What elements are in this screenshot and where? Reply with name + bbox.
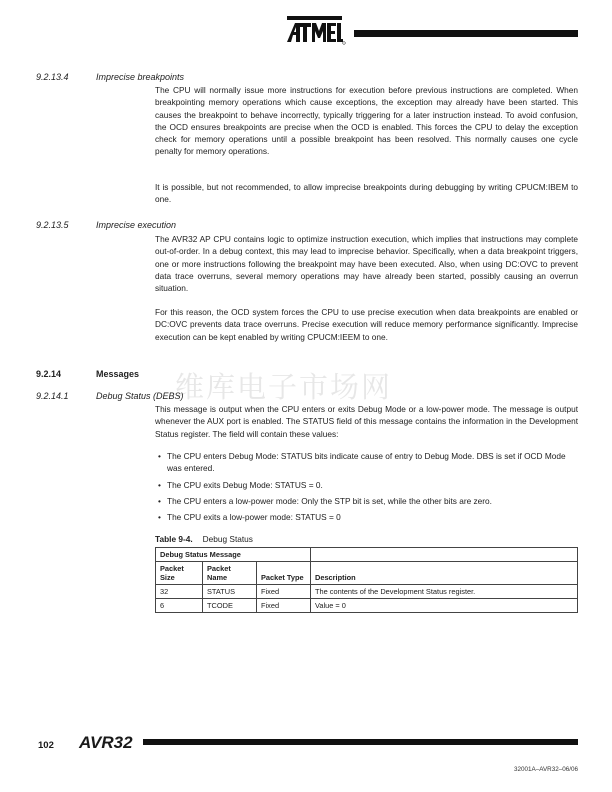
- list-item: • The CPU exits Debug Mode: STATUS = 0.: [155, 479, 580, 491]
- header-rule: [354, 30, 578, 37]
- table-cell: 6: [156, 599, 203, 613]
- table-group-header: Debug Status Message: [156, 548, 311, 562]
- table-empty-header: [311, 548, 578, 562]
- body-paragraph: It is possible, but not recommended, to allow imprecise breakpoints during debugging by writing CPUCM:IBEM to one.: [155, 182, 578, 205]
- body-paragraph: The AVR32 AP CPU contains logic to optimize instruction execution, which implies that instructions may complete out-of-order. In a debug context, this may lead to imprecise behavior. Specifically, when a data breakpoint triggers, one or more instructions following the breakpoint may have been executed. Also, when using DC:OVC to prevent data trace overruns, several memory operations may have already been started, possibly causing an overrun situation.: [155, 234, 578, 294]
- watermark: 维库电子市场网: [175, 370, 393, 404]
- table-cell: Fixed: [257, 599, 311, 613]
- section-title: Debug Status (DEBS): [96, 391, 184, 401]
- section-number: 9.2.14: [36, 369, 62, 379]
- column-header: Packet Name: [203, 562, 257, 585]
- list-item: • The CPU enters Debug Mode: STATUS bits indicate cause of entry to Debug Mode. DBS is set if OCD Mode was entered.: [155, 450, 580, 475]
- table-row: [156, 599, 578, 613]
- table-row: [156, 585, 578, 599]
- debug-status-table: [155, 547, 578, 613]
- section-title: Imprecise execution: [96, 220, 177, 230]
- section-title: Imprecise breakpoints: [96, 72, 185, 82]
- column-header: Packet Size: [156, 562, 203, 585]
- table-caption-title: Debug Status: [202, 534, 253, 544]
- table-caption-label: Table 9-4.: [155, 534, 193, 544]
- section-number: 9.2.14.1: [36, 391, 69, 401]
- table-cell: 32: [156, 585, 203, 599]
- section-number: 9.2.13.4: [36, 72, 69, 82]
- body-paragraph: For this reason, the OCD system forces the CPU to use precise execution when data breakpoints are enabled or DC:OVC prevents data trace overruns. Precise execution will reduce memory performance significantly. Imprecise execution can be kept enabled by writing CPUCM:IEEM to one.: [155, 307, 578, 342]
- table-cell: TCODE: [203, 599, 257, 613]
- table-cell: STATUS: [203, 585, 257, 599]
- status-bullet-list: [155, 450, 580, 527]
- document-reference: 32001A–AVR32–06/06: [514, 766, 578, 773]
- product-name: AVR32: [79, 733, 133, 752]
- column-header: Description: [311, 562, 578, 585]
- atmel-logo: [283, 16, 346, 46]
- section-number: 9.2.13.5: [36, 220, 69, 230]
- table-cell: Fixed: [257, 585, 311, 599]
- table-cell: Value = 0: [311, 599, 578, 613]
- table-cell: The contents of the Development Status register.: [311, 585, 578, 599]
- column-header: Packet Type: [257, 562, 311, 585]
- table-caption: [155, 534, 253, 544]
- list-item: • The CPU exits a low-power mode: STATUS = 0: [155, 511, 580, 523]
- section-title: Messages: [96, 369, 140, 379]
- page-number: 102: [38, 740, 54, 751]
- body-paragraph: The CPU will normally issue more instructions for execution before previous instructions are completed. When breakpointing memory operations which cause exceptions, the exception may already have been started. This causes the breakpoint to behave incorrectly, typically triggering for a later instruction instead. To avoid confusion, the OCD ensures breakpoints are precise when the OCD is enabled. This forces the CPU to delay the exception check for memory operations until a possible breakpoint has been resolved. This normally causes one cycle penalty for memory operations.: [155, 85, 578, 157]
- footer-rule: [143, 739, 578, 745]
- list-item: • The CPU enters a low-power mode: Only the STP bit is set, while the other bits are zero.: [155, 495, 580, 507]
- body-paragraph: This message is output when the CPU enters or exits Debug Mode or a low-power mode. The message is output whenever the AUX port is enabled. The STATUS field of this message contains the information in the Development Status register. The field will contain these values:: [155, 404, 578, 439]
